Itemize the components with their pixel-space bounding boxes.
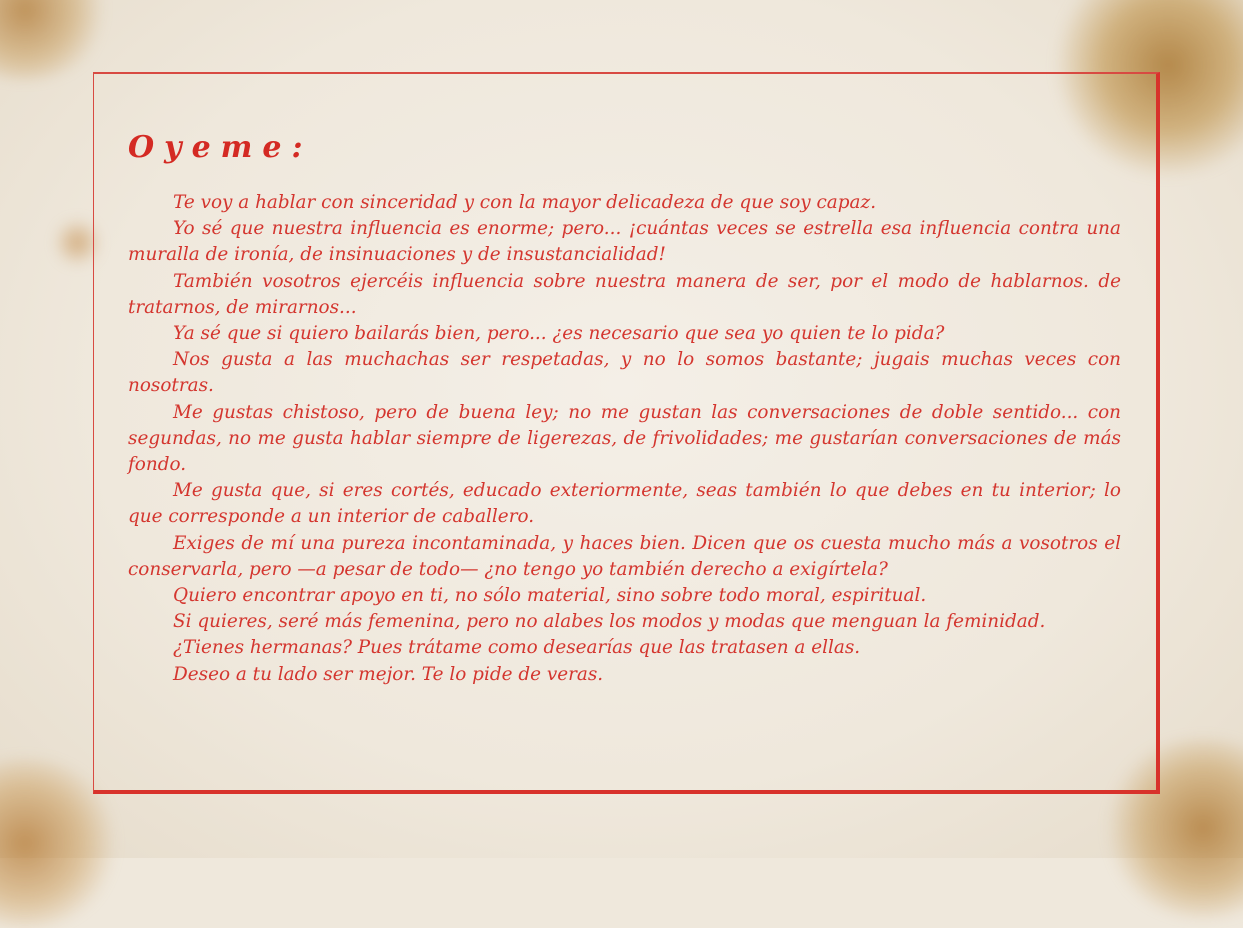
- paragraph: Nos gusta a las muchachas ser respetadas, y no lo somos bastante; jugais muchas veces con nosotras.: [128, 349, 1121, 397]
- paragraph: Quiero encontrar apoyo en ti, no sólo material, sino sobre todo moral, espiritual.: [173, 585, 927, 607]
- paragraph: También vosotros ejercéis influencia sobre nuestra manera de ser, por el modo de hablarnos. de tratarnos, de mirarnos...: [128, 270, 1121, 318]
- paragraph: Si quieres, seré más femenina, pero no alabes los modos y modas que menguan la feminidad.: [173, 611, 1046, 633]
- paragraph: Deseo a tu lado ser mejor. Te lo pide de veras.: [173, 663, 604, 685]
- paragraph: Ya sé que si quiero bailarás bien, pero... ¿es necesario que sea yo quien te lo pida?: [173, 323, 945, 345]
- paragraph: Me gustas chistoso, pero de buena ley; no me gustan las conversaciones de doble sentido... con segundas, no me gusta hablar siempre de ligerezas, de frivolidades; me gustarían conversaciones de más fondo.: [128, 401, 1121, 476]
- paragraph: Me gusta que, si eres cortés, educado exteriormente, seas también lo que debes en tu interior; lo que corresponde a un interior de caballero.: [128, 480, 1121, 528]
- letter-heading: Oyeme:: [128, 130, 313, 165]
- paragraph: Yo sé que nuestra influencia es enorme; pero... ¡cuántas veces se estrella esa influencia contra una muralla de ironía, de insinuaciones y de insustancialidad!: [128, 218, 1121, 266]
- letter-body: [128, 190, 1121, 688]
- paragraph: Exiges de mí una pureza incontaminada, y haces bien. Dicen que os cuesta mucho más a vosotros el conservarla, pero —a pesar de todo— ¿no tengo yo también derecho a exigírtela?: [128, 532, 1121, 580]
- paragraph: Te voy a hablar con sinceridad y con la mayor delicadeza de que soy capaz.: [173, 192, 877, 213]
- paragraph: ¿Tienes hermanas? Pues trátame como desearías que las tratasen a ellas.: [173, 637, 861, 659]
